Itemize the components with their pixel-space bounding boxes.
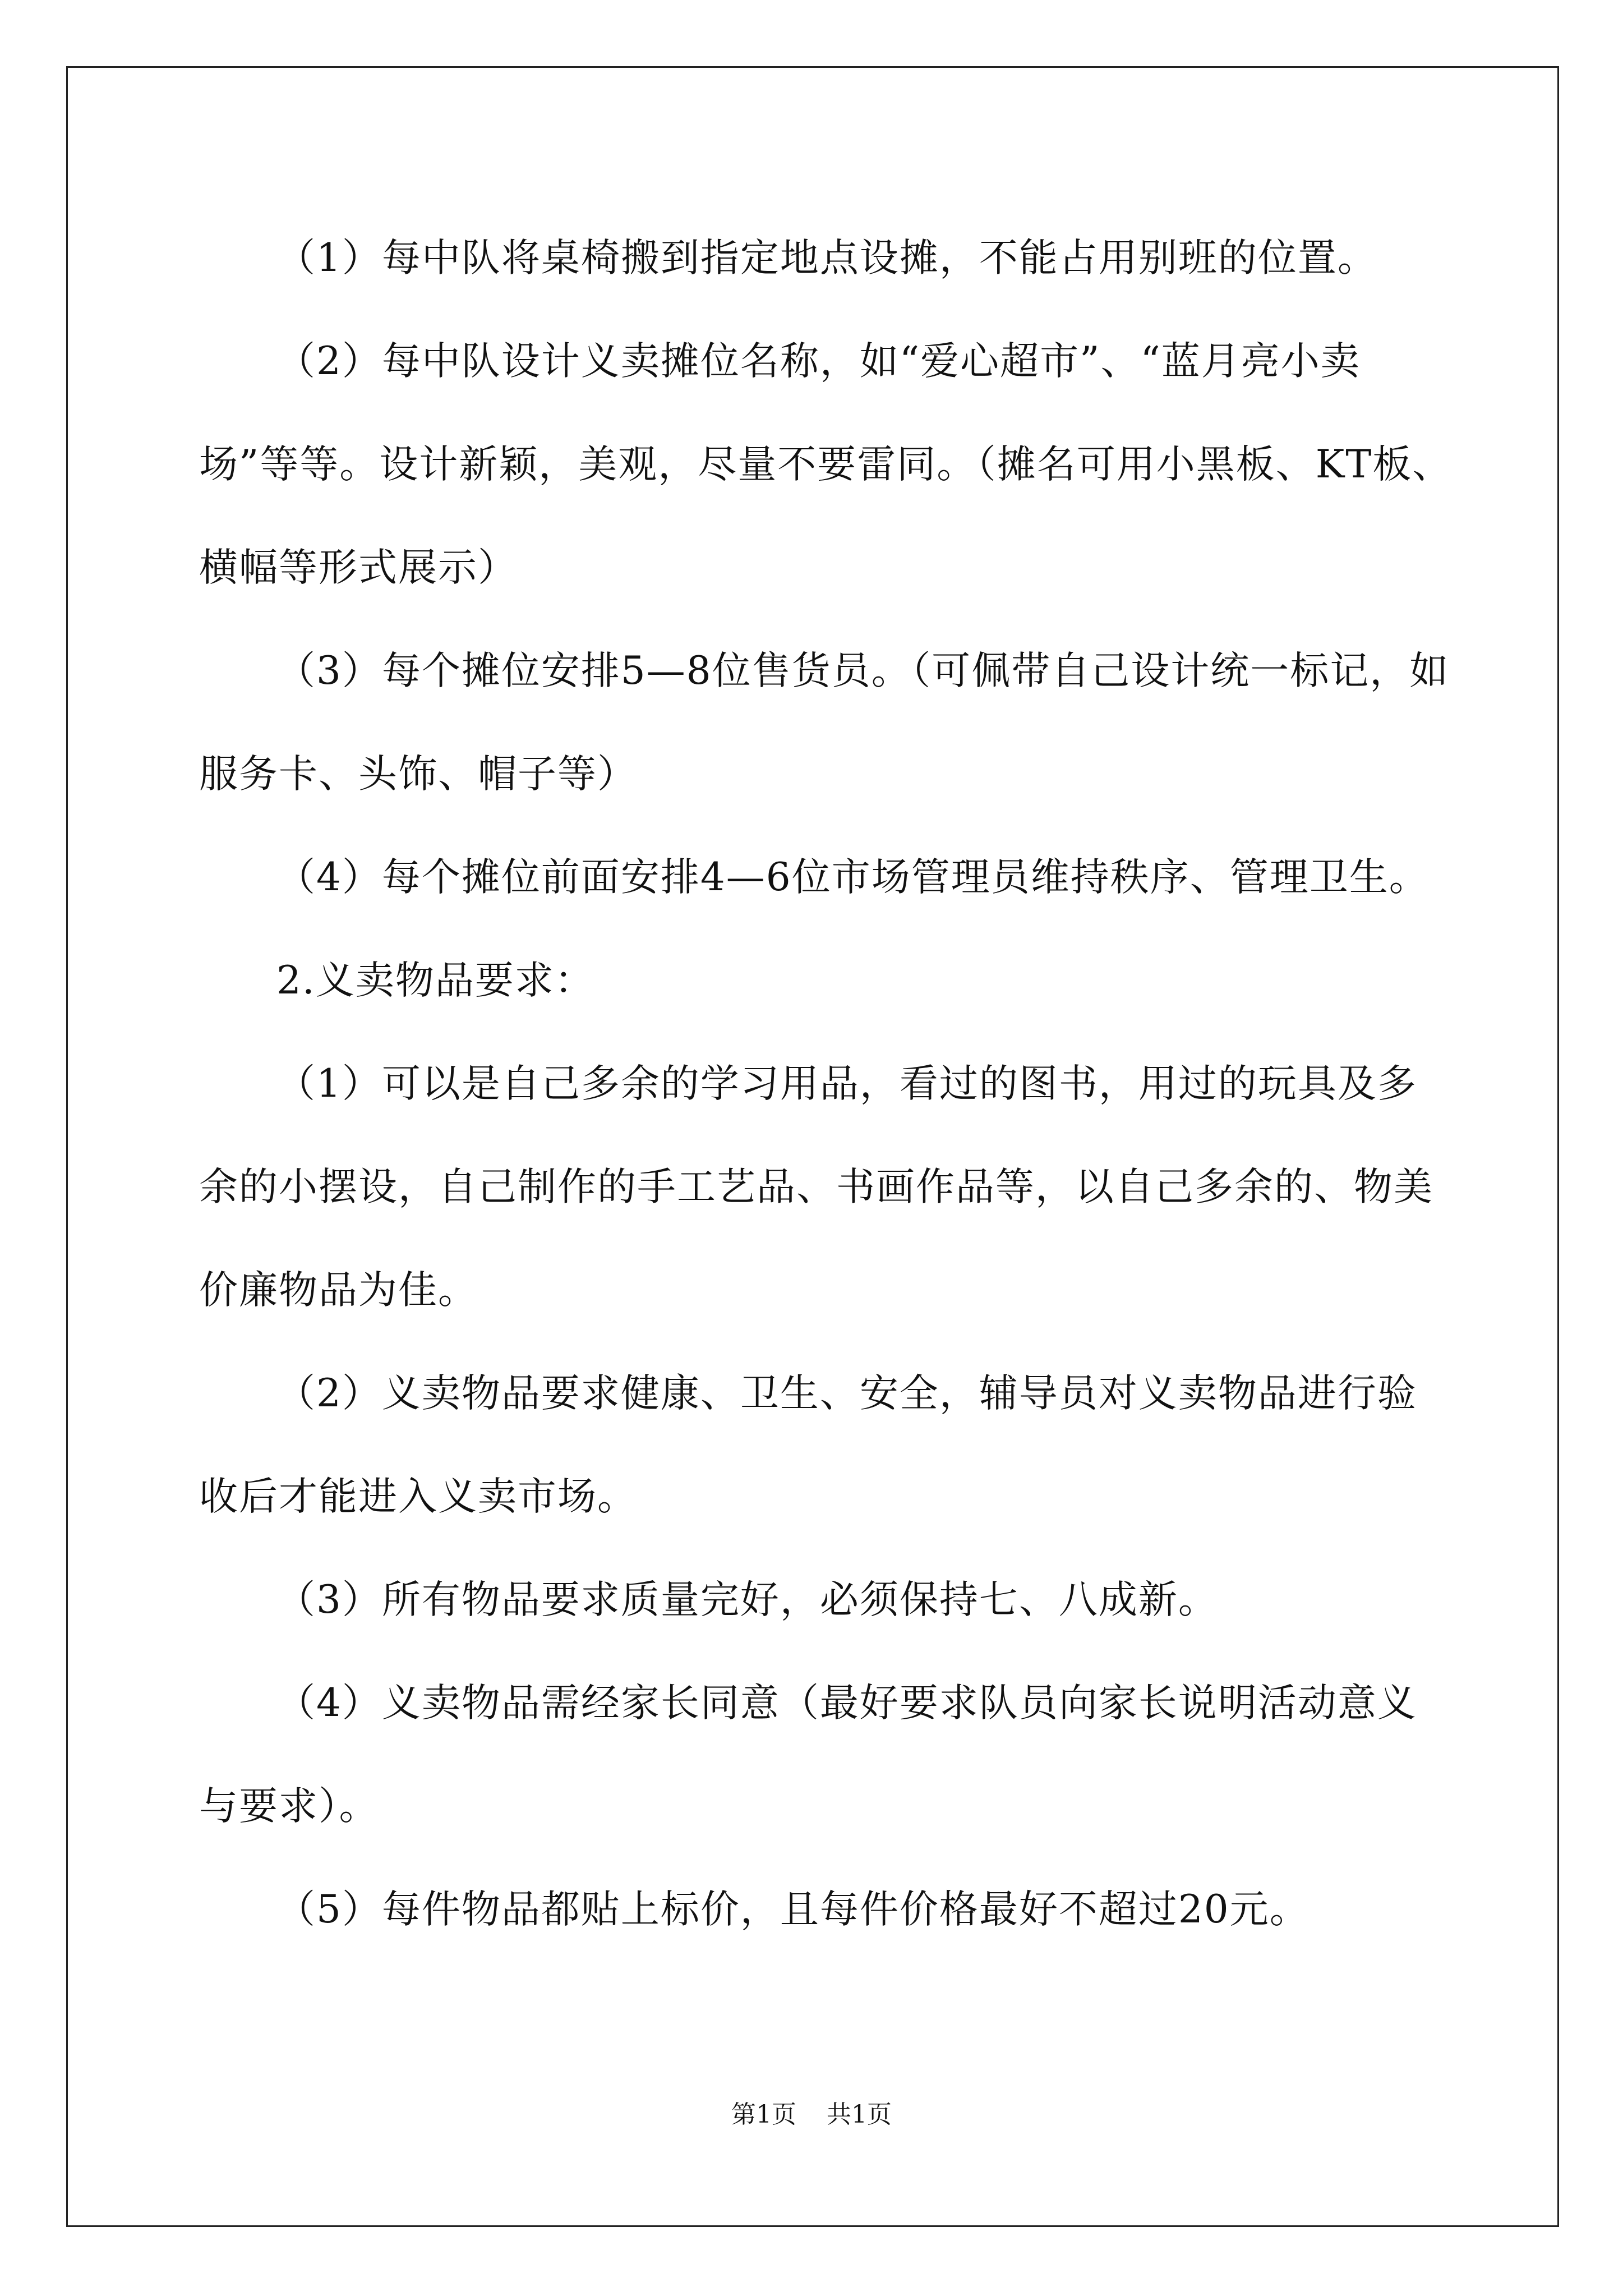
paragraph: （4）每个摊位前面安排4—6位市场管理员维持秩序、管理卫生。: [276, 855, 1429, 900]
page-number-current: 第1页: [731, 2100, 796, 2129]
section-heading: 2.义卖物品要求：: [276, 958, 594, 1003]
page-footer: [0, 2098, 1623, 2132]
paragraph: （3）每个摊位安排5—8位售货员。（可佩带自己设计统一标记，如服务卡、头饰、帽子等）: [199, 648, 1450, 797]
paragraph: （1）每中队将桌椅搬到指定地点设摊，不能占用别班的位置。: [276, 236, 1377, 280]
paragraph: （2）每中队设计义卖摊位名称，如“爱心超市”、“蓝月亮小卖场”等等。设计新颖，美观，尽量不要雷同。（摊名可用小黑板、KT板、横幅等形式展示）: [199, 339, 1453, 590]
paragraph: （2）义卖物品要求健康、卫生、安全，辅导员对义卖物品进行验收后才能进入义卖市场。: [199, 1371, 1417, 1519]
page-number-total: 共1页: [827, 2100, 892, 2129]
paragraph: （3）所有物品要求质量完好，必须保持七、八成新。: [276, 1577, 1218, 1622]
paragraph: （5）每件物品都贴上标价，且每件价格最好不超过20元。: [276, 1887, 1310, 1932]
document-body: [199, 206, 1455, 1961]
paragraph: （4）义卖物品需经家长同意（最好要求队员向家长说明活动意义与要求）。: [199, 1681, 1417, 1829]
paragraph: （1）可以是自己多余的学习用品，看过的图书，用过的玩具及多余的小摆设，自己制作的手工艺品、书画作品等，以自己多余的、物美价廉物品为佳。: [199, 1061, 1433, 1313]
